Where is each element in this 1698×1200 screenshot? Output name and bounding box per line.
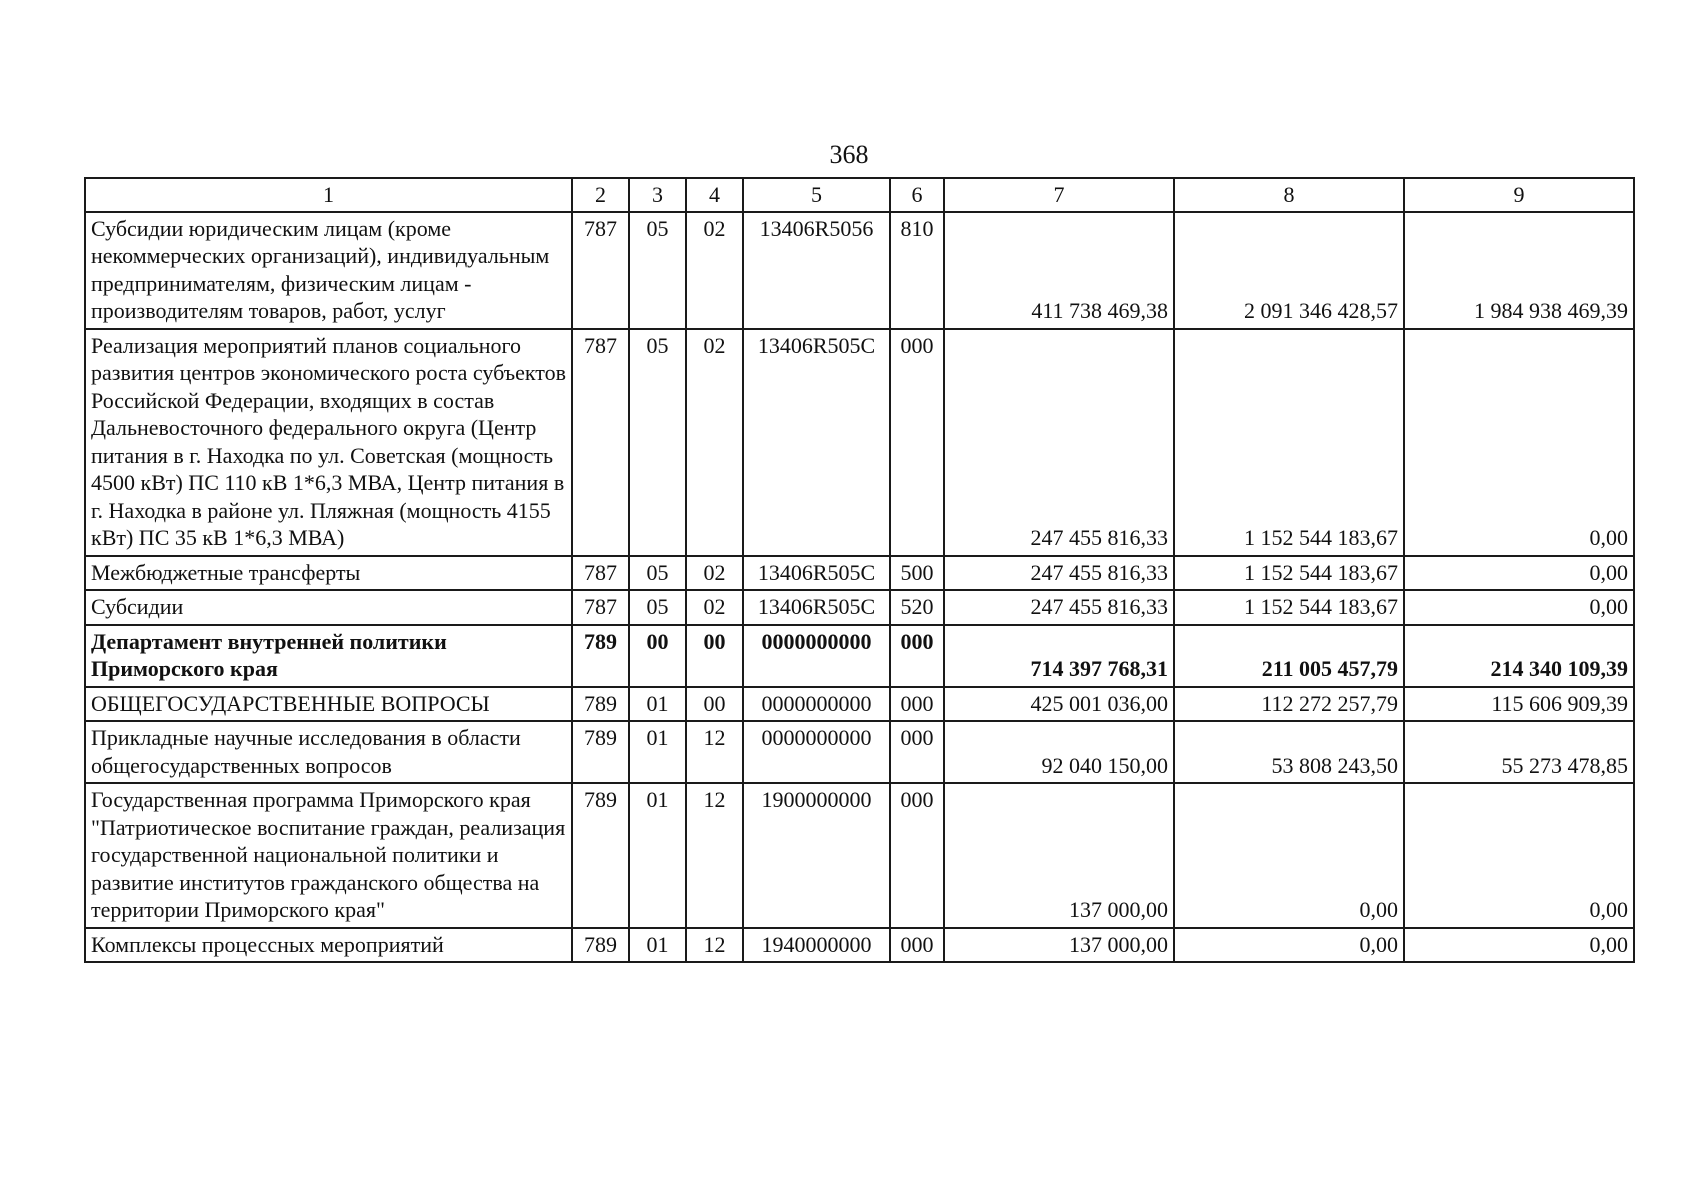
expense-type-cell: 000 (890, 928, 944, 963)
amount-col9-cell: 55 273 478,85 (1404, 721, 1634, 783)
amount-col8-cell: 211 005 457,79 (1174, 625, 1404, 687)
table-row (85, 212, 1634, 329)
row-name-cell: Реализация мероприятий планов социального развития центров экономического роста субъектов Российской Федерации, входящих в состав Дальневосточного федерального округа (Центр питания в г. Находка по ул. Советская (мощность 4500 кВт) ПС 110 кВ 1*6,3 МВА, Центр питания в г. Находка в районе ул. Пляжная (мощность 4155 кВт) ПС 35 кВ 1*6,3 МВА) (85, 329, 572, 556)
table-row (85, 590, 1634, 625)
section-code-cell: 01 (629, 783, 686, 928)
amount-col9-cell: 214 340 109,39 (1404, 625, 1634, 687)
amount-col7-cell: 247 455 816,33 (944, 556, 1174, 591)
table-row (85, 329, 1634, 556)
subsection-code-cell: 00 (686, 687, 743, 722)
row-name-cell: Прикладные научные исследования в области общегосударственных вопросов (85, 721, 572, 783)
section-code-cell: 01 (629, 721, 686, 783)
amount-col9-cell: 0,00 (1404, 556, 1634, 591)
amount-col8-cell: 2 091 346 428,57 (1174, 212, 1404, 329)
expense-type-cell: 520 (890, 590, 944, 625)
row-name-cell: Государственная программа Приморского края "Патриотическое воспитание граждан, реализация государственной национальной политики и развитие институтов гражданского общества на территории Приморского края" (85, 783, 572, 928)
subsection-code-cell: 12 (686, 721, 743, 783)
expense-type-cell: 000 (890, 687, 944, 722)
target-article-cell: 1940000000 (743, 928, 890, 963)
expense-type-cell: 000 (890, 721, 944, 783)
amount-col8-cell: 1 152 544 183,67 (1174, 329, 1404, 556)
target-article-cell: 13406R505C (743, 556, 890, 591)
amount-col9-cell: 0,00 (1404, 329, 1634, 556)
target-article-cell: 13406R5056 (743, 212, 890, 329)
table-row (85, 556, 1634, 591)
column-header: 1 (85, 178, 572, 212)
amount-col7-cell: 137 000,00 (944, 783, 1174, 928)
admin-code-cell: 787 (572, 590, 629, 625)
section-code-cell: 01 (629, 928, 686, 963)
expense-type-cell: 000 (890, 783, 944, 928)
amount-col9-cell: 0,00 (1404, 928, 1634, 963)
budget-table (84, 177, 1635, 963)
amount-col7-cell: 247 455 816,33 (944, 590, 1174, 625)
subsection-code-cell: 00 (686, 625, 743, 687)
section-code-cell: 05 (629, 212, 686, 329)
expense-type-cell: 000 (890, 625, 944, 687)
amount-col8-cell: 0,00 (1174, 928, 1404, 963)
subsection-code-cell: 02 (686, 329, 743, 556)
column-header: 3 (629, 178, 686, 212)
row-name-cell: Субсидии юридическим лицам (кроме некоммерческих организаций), индивидуальным предпринимателям, физическим лицам - производителям товаров, работ, услуг (85, 212, 572, 329)
column-number-row (85, 178, 1634, 212)
table-row (85, 783, 1634, 928)
amount-col9-cell: 115 606 909,39 (1404, 687, 1634, 722)
target-article-cell: 0000000000 (743, 625, 890, 687)
subsection-code-cell: 02 (686, 590, 743, 625)
table-row (85, 625, 1634, 687)
section-code-cell: 01 (629, 687, 686, 722)
amount-col9-cell: 0,00 (1404, 783, 1634, 928)
section-code-cell: 00 (629, 625, 686, 687)
target-article-cell: 0000000000 (743, 687, 890, 722)
subsection-code-cell: 12 (686, 783, 743, 928)
row-name-cell: Субсидии (85, 590, 572, 625)
amount-col7-cell: 137 000,00 (944, 928, 1174, 963)
amount-col7-cell: 714 397 768,31 (944, 625, 1174, 687)
table-body (85, 178, 1634, 962)
expense-type-cell: 000 (890, 329, 944, 556)
column-header: 8 (1174, 178, 1404, 212)
admin-code-cell: 787 (572, 212, 629, 329)
column-header: 4 (686, 178, 743, 212)
amount-col7-cell: 92 040 150,00 (944, 721, 1174, 783)
admin-code-cell: 789 (572, 687, 629, 722)
admin-code-cell: 789 (572, 928, 629, 963)
admin-code-cell: 789 (572, 625, 629, 687)
amount-col8-cell: 0,00 (1174, 783, 1404, 928)
admin-code-cell: 787 (572, 556, 629, 591)
table-row (85, 687, 1634, 722)
page-number: 368 (829, 140, 869, 169)
target-article-cell: 0000000000 (743, 721, 890, 783)
admin-code-cell: 789 (572, 721, 629, 783)
row-name-cell: ОБЩЕГОСУДАРСТВЕННЫЕ ВОПРОСЫ (85, 687, 572, 722)
table-row (85, 928, 1634, 963)
amount-col9-cell: 0,00 (1404, 590, 1634, 625)
target-article-cell: 13406R505C (743, 590, 890, 625)
target-article-cell: 13406R505C (743, 329, 890, 556)
amount-col7-cell: 247 455 816,33 (944, 329, 1174, 556)
amount-col8-cell: 1 152 544 183,67 (1174, 556, 1404, 591)
expense-type-cell: 810 (890, 212, 944, 329)
subsection-code-cell: 02 (686, 556, 743, 591)
amount-col9-cell: 1 984 938 469,39 (1404, 212, 1634, 329)
subsection-code-cell: 12 (686, 928, 743, 963)
column-header: 7 (944, 178, 1174, 212)
section-code-cell: 05 (629, 590, 686, 625)
admin-code-cell: 789 (572, 783, 629, 928)
expense-type-cell: 500 (890, 556, 944, 591)
admin-code-cell: 787 (572, 329, 629, 556)
section-code-cell: 05 (629, 329, 686, 556)
amount-col8-cell: 112 272 257,79 (1174, 687, 1404, 722)
column-header: 9 (1404, 178, 1634, 212)
target-article-cell: 1900000000 (743, 783, 890, 928)
amount-col8-cell: 53 808 243,50 (1174, 721, 1404, 783)
column-header: 2 (572, 178, 629, 212)
amount-col7-cell: 425 001 036,00 (944, 687, 1174, 722)
section-code-cell: 05 (629, 556, 686, 591)
subsection-code-cell: 02 (686, 212, 743, 329)
row-name-cell: Департамент внутренней политики Приморского края (85, 625, 572, 687)
row-name-cell: Межбюджетные трансферты (85, 556, 572, 591)
column-header: 5 (743, 178, 890, 212)
amount-col8-cell: 1 152 544 183,67 (1174, 590, 1404, 625)
row-name-cell: Комплексы процессных мероприятий (85, 928, 572, 963)
column-header: 6 (890, 178, 944, 212)
table-row (85, 721, 1634, 783)
amount-col7-cell: 411 738 469,38 (944, 212, 1174, 329)
